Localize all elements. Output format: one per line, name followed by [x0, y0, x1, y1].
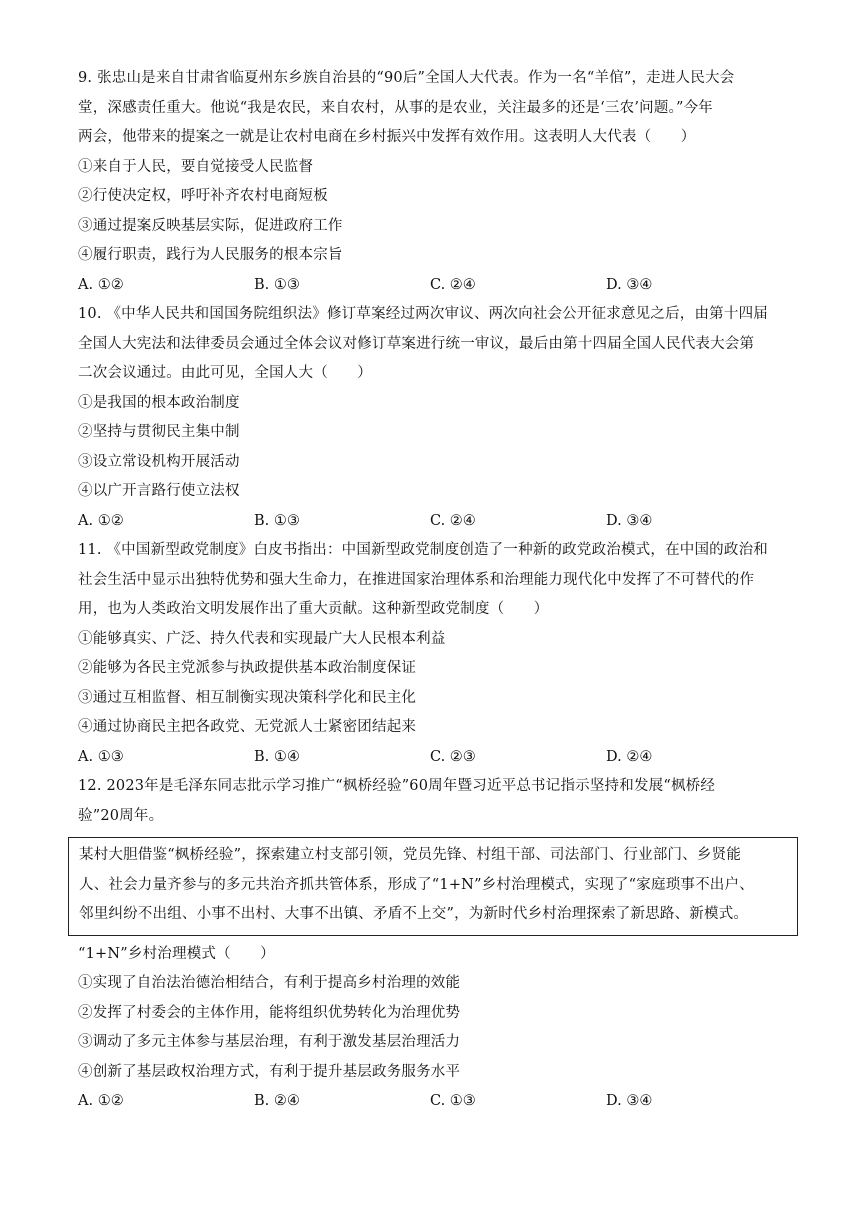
statement-item: ①能够真实、广泛、持久代表和实现最广大人民根本利益	[78, 630, 446, 647]
question-number: 9.	[78, 70, 93, 86]
option-a: A. ①③	[78, 748, 124, 765]
statement-item: ②行使决定权，呼吁补齐农村电商短板	[78, 188, 328, 204]
statement-item: ②坚持与贯彻民主集中制	[78, 424, 240, 440]
option-b: B. ②④	[254, 1093, 300, 1109]
statement-item: ②发挥了村委会的主体作用，能将组织优势转化为治理优势	[78, 1004, 461, 1021]
statement-item: ①是我国的根本政治制度	[78, 394, 240, 411]
option-d: D. ②④	[606, 748, 653, 765]
option-d: D. ③④	[606, 1093, 653, 1109]
option-c: C. ①③	[430, 1093, 476, 1109]
material-line: 某村大胆借鉴“枫桥经验”，探索建立村支部引领，党员先锋、村组干部、司法部门、行业部门、乡贤能	[79, 847, 742, 863]
question-12	[78, 772, 790, 1117]
answer-options	[78, 271, 790, 301]
stem-text: 《中国新型政党制度》白皮书指出：中国新型政党制度创造了一种新的政党政治模式，在中国的政治和	[106, 542, 768, 558]
option-a: A. ①②	[78, 276, 124, 293]
statement-item: ③设立常设机构开展活动	[78, 453, 240, 470]
statement-item: ④履行职责，践行为人民服务的根本宗旨	[78, 247, 343, 263]
statement-item: ④通过协商民主把各政党、无党派人士紧密团结起来	[78, 719, 417, 735]
stem-text: 2023年是毛泽东同志批示学习推广“枫桥经验”60周年暨习近平总书记指示坚持和发展“枫桥经	[106, 778, 716, 794]
statement-item: ①实现了自治法治德治相结合，有利于提高乡村治理的效能	[78, 975, 461, 991]
question-prompt: “1+N”乡村治理模式（ ）	[78, 945, 275, 962]
material-line: 邻里纠纷不出组、小事不出村、大事不出镇、矛盾不上交”，为新时代乡村治理探索了新思路、新模式。	[79, 906, 749, 922]
option-d: D. ③④	[606, 512, 653, 529]
question-stem-line: 全国人大宪法和法律委员会通过全体会议对修订草案进行统一审议，最后由第十四届全国人民代表大会第	[78, 335, 755, 352]
questions-column	[78, 64, 790, 1117]
statement-item: ③通过提案反映基层实际，促进政府工作	[78, 217, 343, 234]
statement-item: ④以广开言路行使立法权	[78, 483, 240, 499]
option-b: B. ①③	[254, 512, 300, 529]
option-b: B. ①④	[254, 748, 300, 765]
stem-text: 《中华人民共和国国务院组织法》修订草案经过两次审议、两次向社会公开征求意见之后，由第十四届	[106, 306, 768, 322]
statement-item: ③调动了多元主体参与基层治理，有利于激发基层治理活力	[78, 1034, 461, 1050]
question-stem-line: 两会，他带来的提案之一就是让农村电商在乡村振兴中发挥有效作用。这表明人大代表（ ）	[78, 129, 696, 145]
answer-options	[78, 743, 790, 773]
question-stem-line: 验”20周年。	[78, 807, 164, 824]
option-a: A. ①②	[78, 1093, 124, 1109]
answer-options	[78, 507, 790, 537]
stem-text: 张忠山是来自甘肃省临夏州东乡族自治县的“90后”全国人大代表。作为一名“羊倌”，走进人民大会	[97, 70, 735, 86]
question-stem-line	[78, 536, 790, 566]
question-9	[78, 64, 790, 300]
option-c: C. ②③	[430, 748, 476, 765]
material-box	[68, 837, 798, 936]
question-number: 12.	[78, 778, 102, 794]
question-stem-line: 堂，深感责任重大。他说“我是农民，来自农村，从事的是农业，关注最多的还是‘三农’问题。”今年	[78, 99, 713, 116]
option-c: C. ②④	[430, 512, 476, 529]
option-b: B. ①③	[254, 276, 300, 293]
question-number: 11.	[78, 542, 102, 558]
option-a: A. ①②	[78, 512, 124, 529]
question-stem-line: 用，也为人类政治文明发展作出了重大贡献。这种新型政党制度（ ）	[78, 601, 549, 617]
material-line: 人、社会力量齐参与的多元共治齐抓共管体系，形成了“1+N”乡村治理模式，实现了“家庭琐事不出户、	[79, 876, 754, 893]
question-stem-line: 社会生活中显示出独特优势和强大生命力，在推进国家治理体系和治理能力现代化中发挥了不可替代的作	[78, 571, 755, 588]
question-stem-line	[78, 64, 790, 94]
question-number: 10.	[78, 306, 102, 322]
statement-item: ③通过互相监督、相互制衡实现决策科学化和民主化	[78, 689, 417, 706]
question-stem-line	[78, 300, 790, 330]
statement-item: ①来自于人民，要自觉接受人民监督	[78, 158, 314, 175]
question-11	[78, 536, 790, 772]
question-stem-line: 二次会议通过。由此可见，全国人大（ ）	[78, 365, 372, 381]
answer-options	[78, 1087, 790, 1117]
option-d: D. ③④	[606, 276, 653, 293]
statement-item: ②能够为各民主党派参与执政提供基本政治制度保证	[78, 660, 417, 676]
question-stem-line	[78, 772, 790, 802]
option-c: C. ②④	[430, 276, 476, 293]
question-10	[78, 300, 790, 536]
statement-item: ④创新了基层政权治理方式，有利于提升基层政务服务水平	[78, 1063, 461, 1080]
